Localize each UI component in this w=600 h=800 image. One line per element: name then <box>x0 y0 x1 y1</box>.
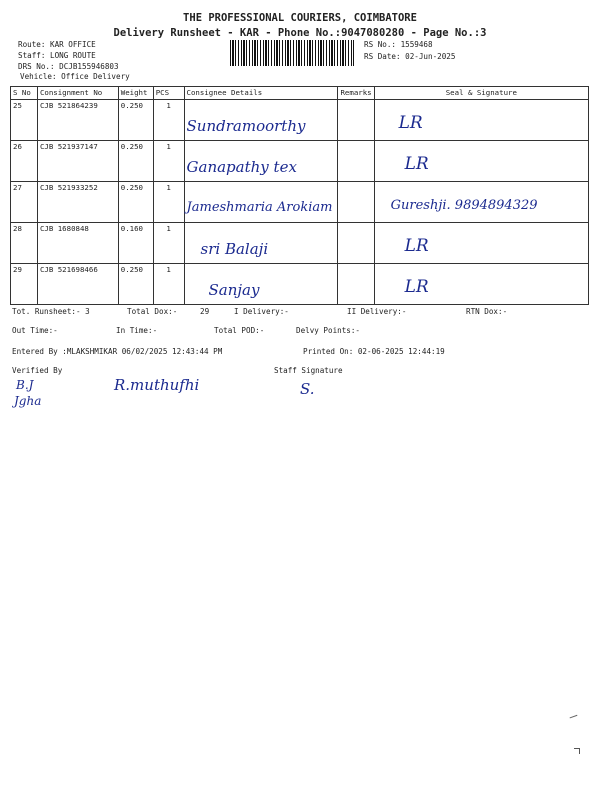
staff-label: Staff: LONG ROUTE <box>18 51 96 60</box>
cell-consignee <box>184 141 338 182</box>
rs-number: RS No.: 1559468 <box>364 40 433 49</box>
col-header-consignee: Consignee Details <box>184 87 338 100</box>
delvy-points: Delvy Points:- <box>296 326 361 335</box>
company-title: THE PROFESSIONAL COURIERS, COIMBATORE <box>183 12 417 24</box>
cell-weight: 0.160 <box>118 223 153 264</box>
in-time: In Time:- <box>116 326 158 335</box>
cell-pcs: 1 <box>153 223 184 264</box>
cell-pcs: 1 <box>153 182 184 223</box>
table-row <box>11 141 589 182</box>
cell-remarks <box>338 223 374 264</box>
table-row <box>11 100 589 141</box>
verifier-initials: B.J <box>16 378 34 392</box>
route-label: Route: KAR OFFICE <box>18 40 96 49</box>
cell-signature <box>374 182 588 223</box>
cell-weight: 0.250 <box>118 264 153 305</box>
drs-label: DRS No.: DCJB155946803 <box>18 62 119 71</box>
col-header-pcs: PCS <box>153 87 184 100</box>
cell-consignee <box>184 223 338 264</box>
table-row <box>11 264 589 305</box>
tot-runsheet: Tot. Runsheet:- 3 <box>12 307 90 316</box>
cell-consignment: CJB 521698466 <box>37 264 118 305</box>
col-header-sno: S No <box>11 87 38 100</box>
cell-signature <box>374 264 588 305</box>
verified-by-label: Verified By <box>12 366 63 375</box>
col-header-consignment: Consignment No <box>37 87 118 100</box>
cell-remarks <box>338 182 374 223</box>
cell-pcs: 1 <box>153 141 184 182</box>
cell-signature <box>374 100 588 141</box>
cell-signature <box>374 141 588 182</box>
runsheet-subtitle: Delivery Runsheet - KAR - Phone No.:9047080280 - Page No.:3 <box>113 27 487 39</box>
printed-on: Printed On: 02-06-2025 12:44:19 <box>303 347 445 356</box>
table-row <box>11 182 589 223</box>
total-pod: Total POD:- <box>214 326 265 335</box>
i-delivery: I Delivery:- <box>234 307 289 316</box>
col-header-signature: Seal & Signature <box>374 87 588 100</box>
cell-consignment: CJB 521864239 <box>37 100 118 141</box>
cell-signature <box>374 223 588 264</box>
cell-consignee <box>184 264 338 305</box>
consignee-handwriting: Jameshmaria Arokiam <box>186 200 333 215</box>
signature-handwriting: Gureshji. 9894894329 <box>390 198 538 213</box>
cell-consignment: CJB 1680848 <box>37 223 118 264</box>
col-header-remarks: Remarks <box>338 87 374 100</box>
cell-pcs: 1 <box>153 264 184 305</box>
consignee-handwriting: Sanjay <box>208 281 260 299</box>
consignee-handwriting: Sundramoorthy <box>186 117 306 135</box>
table-header-row <box>11 87 589 100</box>
cell-remarks <box>338 100 374 141</box>
cell-weight: 0.250 <box>118 141 153 182</box>
cell-weight: 0.250 <box>118 100 153 141</box>
cell-remarks <box>338 264 374 305</box>
cell-consignee <box>184 182 338 223</box>
cell-consignment: CJB 521937147 <box>37 141 118 182</box>
total-dox-label: Total Dox:- <box>127 307 178 316</box>
signature-handwriting: LR <box>404 236 429 256</box>
cell-sno: 27 <box>11 182 38 223</box>
vehicle-label: Vehicle: Office Delivery <box>20 72 130 81</box>
staff-signature: S. <box>300 380 315 398</box>
cell-weight: 0.250 <box>118 182 153 223</box>
total-dox-value: 29 <box>200 307 210 316</box>
pen-mark <box>570 715 579 721</box>
entered-by: Entered By :MLAKSHMIKAR 06/02/2025 12:43:44 PM <box>12 347 223 356</box>
cell-sno: 25 <box>11 100 38 141</box>
verifier-signature: R.muthufhi <box>114 376 200 394</box>
signature-handwriting: LR <box>398 113 423 133</box>
signature-handwriting: LR <box>404 154 429 174</box>
cell-sno: 29 <box>11 264 38 305</box>
verifier-mark: Jgha <box>14 394 42 408</box>
cell-consignment: CJB 521933252 <box>37 182 118 223</box>
cell-remarks <box>338 141 374 182</box>
ii-delivery: II Delivery:- <box>347 307 407 316</box>
consignee-handwriting: Ganapathy tex <box>186 158 297 176</box>
col-header-weight: Weight <box>118 87 153 100</box>
runsheet-table <box>10 86 589 305</box>
table-row <box>11 223 589 264</box>
rs-date: RS Date: 02-Jun-2025 <box>364 52 456 61</box>
cell-consignee <box>184 100 338 141</box>
staff-signature-label: Staff Signature <box>274 366 343 375</box>
pen-mark <box>574 748 580 754</box>
cell-sno: 26 <box>11 141 38 182</box>
barcode-image <box>230 40 354 66</box>
out-time: Out Time:- <box>12 326 58 335</box>
signature-handwriting: LR <box>404 277 429 297</box>
cell-pcs: 1 <box>153 100 184 141</box>
consignee-handwriting: sri Balaji <box>200 240 269 258</box>
cell-sno: 28 <box>11 223 38 264</box>
rtn-dox: RTN Dox:- <box>466 307 508 316</box>
